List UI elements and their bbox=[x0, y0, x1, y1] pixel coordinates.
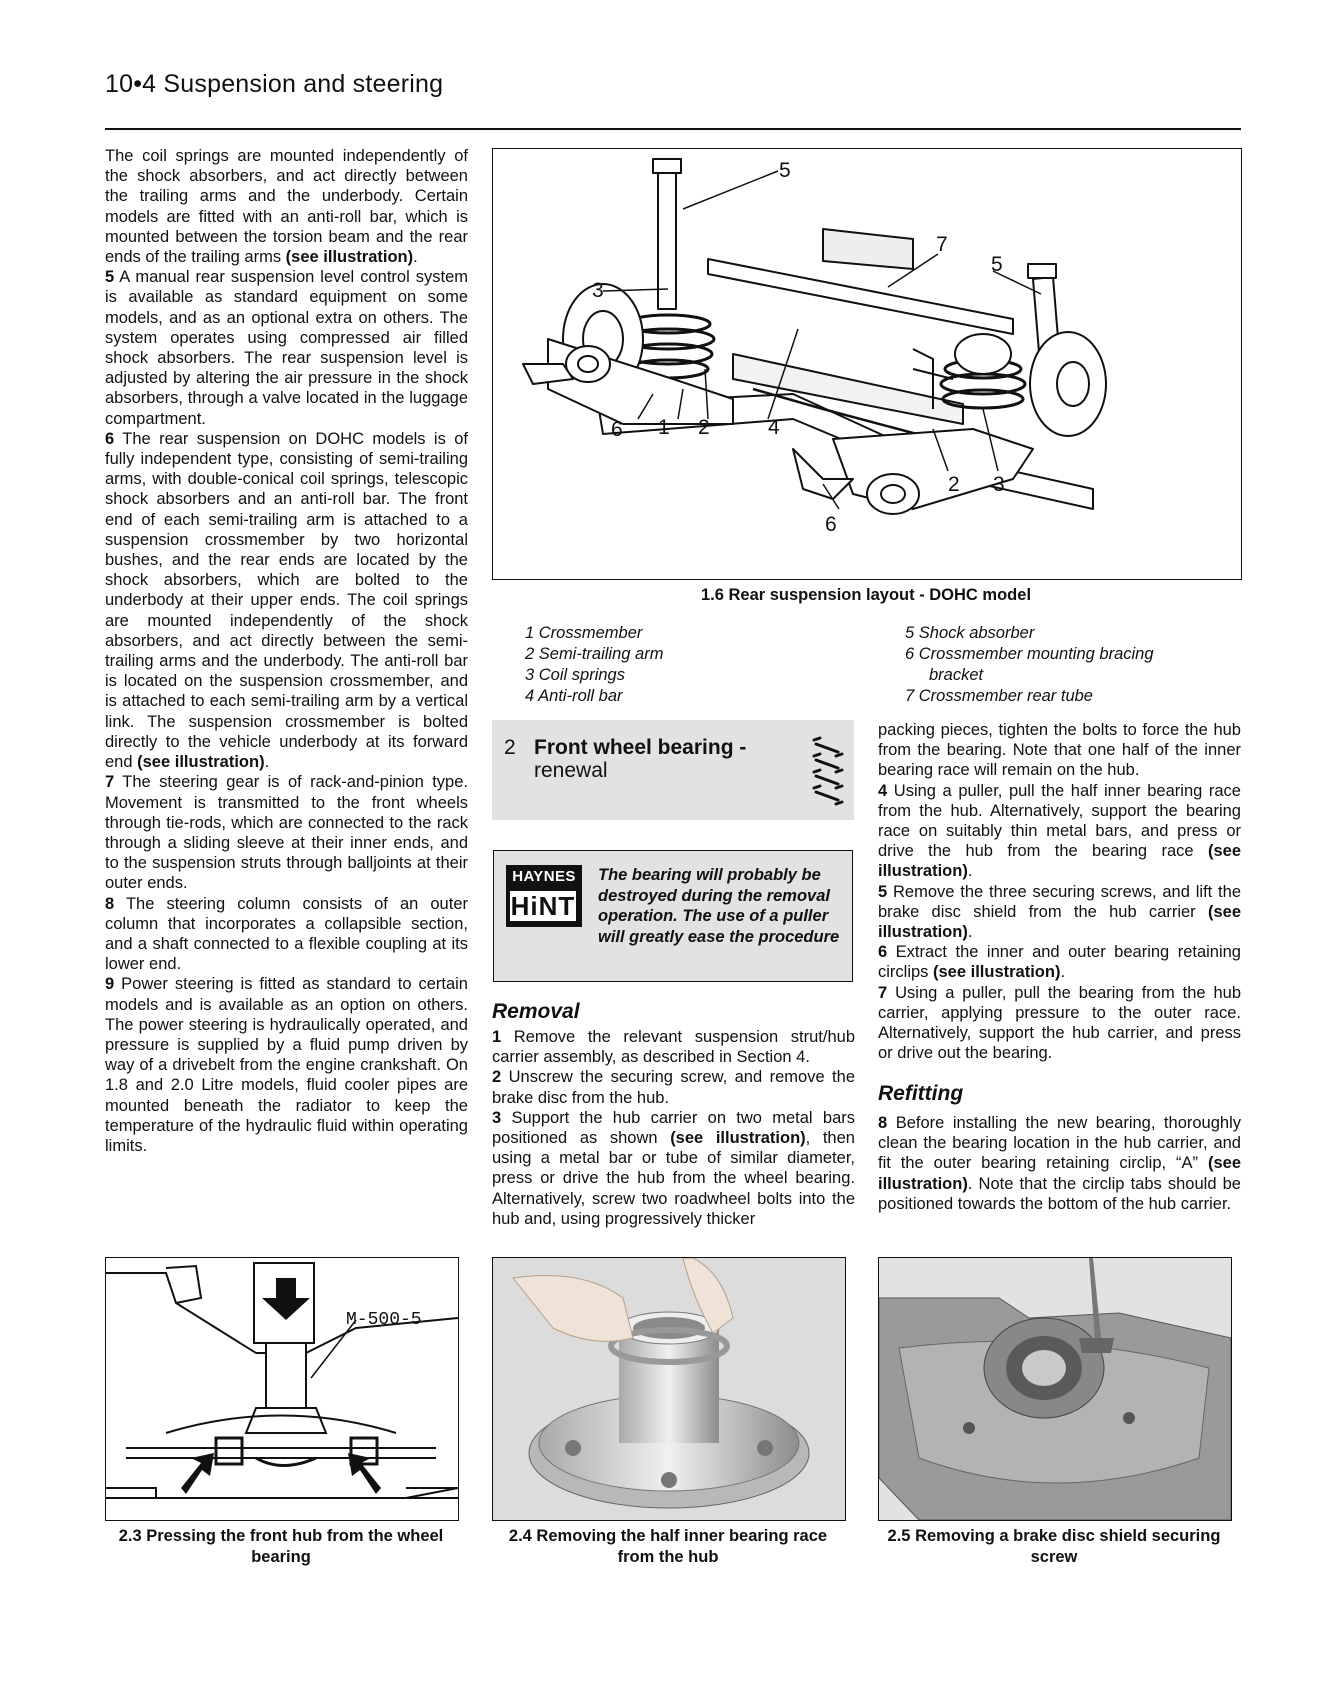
figure-2-3-caption: 2.3 Pressing the front hub from the wheel bearing bbox=[118, 1527, 444, 1566]
paragraph-tail: . bbox=[967, 862, 973, 881]
legend-item: 7 Crossmember rear tube bbox=[905, 687, 1093, 705]
callout-4: 4 bbox=[768, 416, 780, 439]
legend-item: 2 Semi-trailing arm bbox=[525, 645, 664, 663]
section-number: 2 bbox=[504, 736, 516, 759]
haynes-hint-box bbox=[493, 850, 853, 982]
paragraph-text: Using a puller, pull the bearing from the hub carrier, applying pressure to the outer race. Alternatively, support the hub carrier, and press or drive out the bearing. bbox=[878, 983, 1241, 1063]
step-number: 7 bbox=[878, 983, 888, 1002]
paragraph-text: The coil springs are mounted independently of the shock absorbers, and act directly between the trailing arms and the underbody. Certain models are fitted with an anti-roll bar, which is mounted between the torsion beam and the rear ends of the trailing arms bbox=[105, 147, 468, 267]
paragraph-text: Before installing the new bearing, thoroughly clean the bearing location in the hub carrier, and fit the outer bearing retaining circlip, “A” bbox=[878, 1114, 1241, 1173]
callout-5-right: 5 bbox=[991, 253, 1003, 276]
callout-2-right: 2 bbox=[948, 473, 960, 496]
spanner-rating-icon bbox=[810, 732, 844, 812]
legend-item: bracket bbox=[929, 666, 984, 684]
paragraph-text: A manual rear suspension level control system is available as standard equipment on some models, and as an optional extra on others. The system operates using compressed air filled shock absorbers. The rear suspension level is adjusted by altering the air pressure in the shock absorbers, through a valve located in the luggage compartment. bbox=[105, 268, 468, 428]
legend-item: 5 Shock absorber bbox=[905, 624, 1035, 642]
figure-1-6-caption: 1.6 Rear suspension layout - DOHC model bbox=[700, 586, 1032, 604]
step-number: 7 bbox=[105, 773, 115, 792]
see-illustration-ref: (see illustration) bbox=[670, 1129, 806, 1148]
removal-steps bbox=[492, 1027, 855, 1229]
tool-label: M-500-5 bbox=[346, 1310, 422, 1330]
callout-1: 1 bbox=[658, 416, 670, 439]
step-number: 6 bbox=[105, 429, 115, 448]
see-illustration-ref: (see illustration) bbox=[878, 1154, 1241, 1193]
step-number: 2 bbox=[492, 1068, 502, 1087]
legend-item: 4 Anti-roll bar bbox=[525, 687, 623, 705]
step-number: 4 bbox=[878, 781, 888, 800]
paragraph bbox=[878, 1113, 1241, 1214]
section-title bbox=[504, 736, 794, 782]
figure-legend-right bbox=[905, 623, 1154, 707]
figure-2-5-photo bbox=[878, 1257, 1232, 1521]
paragraph bbox=[105, 267, 468, 429]
paragraph-text: The steering column consists of an outer column that incorporates a collapsible section, and a shaft connected to a flexible coupling at its lower end. bbox=[105, 894, 468, 974]
figure-legend-left bbox=[525, 623, 663, 707]
see-illustration-ref: (see illustration) bbox=[878, 842, 1241, 881]
section-subtitle: renewal bbox=[534, 759, 608, 782]
legend-item: 1 Crossmember bbox=[525, 624, 643, 642]
paragraph bbox=[492, 1067, 855, 1107]
paragraph-tail: . bbox=[1060, 963, 1066, 982]
see-illustration-ref: (see illustration) bbox=[285, 248, 414, 267]
paragraph bbox=[492, 1108, 855, 1229]
step-number: 6 bbox=[878, 943, 888, 962]
hint-logo-top: HAYNES bbox=[512, 868, 576, 885]
paragraph bbox=[878, 942, 1241, 982]
paragraph-tail: . bbox=[264, 753, 270, 772]
paragraph-tail: . bbox=[413, 248, 418, 267]
paragraph-tail: . bbox=[967, 923, 973, 942]
callout-5-left: 5 bbox=[779, 159, 791, 182]
figure-2-4-caption: 2.4 Removing the half inner bearing race from the hub bbox=[508, 1527, 828, 1566]
rear-suspension-diagram bbox=[493, 149, 1241, 579]
arrow-up-right-icon bbox=[181, 1453, 214, 1494]
refitting-steps bbox=[878, 1113, 1241, 1214]
paragraph-tail: . Note that the circlip tabs should be positioned towards the bottom of the hub carrier. bbox=[878, 1174, 1241, 1213]
see-illustration-ref: (see illustration) bbox=[878, 902, 1241, 942]
hub-bearing-race-photo bbox=[493, 1258, 845, 1520]
step-number: 9 bbox=[105, 975, 115, 994]
paragraph-text: Extract the inner and outer bearing retaining circlips bbox=[878, 943, 1241, 982]
paragraph-text: Power steering is fitted as standard to certain models and is available as an option on others. The power steering is hydraulically operated, and pressure is supplied by a fluid pump driven by way of a drivebelt from the engine crankshaft. On 1.8 and 2.0 Litre models, fluid cooler pipes are mounted beneath the radiator to keep the temperature of the hydraulic fluid within operating limits. bbox=[105, 975, 468, 1155]
callout-3-left: 3 bbox=[592, 279, 604, 302]
step-number: 8 bbox=[105, 894, 115, 913]
callout-2-left: 2 bbox=[698, 416, 710, 439]
figure-1-6-rear-suspension bbox=[492, 148, 1242, 580]
column-1-text bbox=[105, 146, 468, 1156]
callout-6-right: 6 bbox=[825, 513, 837, 536]
section-title-text: Front wheel bearing - bbox=[534, 736, 747, 759]
paragraph-text: Remove the relevant suspension strut/hub carrier assembly, as described in Section 4. bbox=[492, 1028, 855, 1067]
legend-item: 3 Coil springs bbox=[525, 666, 625, 684]
paragraph bbox=[105, 772, 468, 893]
paragraph-text: Unscrew the securing screw, and remove the brake disc from the hub. bbox=[492, 1068, 855, 1107]
callout-6-left: 6 bbox=[611, 418, 623, 441]
hint-text: The bearing will probably be destroyed during the removal operation. The use of a puller will greatly ease the procedure bbox=[598, 866, 840, 946]
section-heading-box bbox=[492, 720, 854, 820]
paragraph bbox=[105, 429, 468, 772]
step-number: 5 bbox=[878, 882, 888, 901]
header-rule bbox=[105, 128, 1241, 130]
step-number: 8 bbox=[878, 1114, 888, 1132]
removal-heading: Removal bbox=[492, 1000, 580, 1023]
page-header: 10•4 Suspension and steering bbox=[105, 70, 444, 98]
figure-2-5-caption: 2.5 Removing a brake disc shield securing screw bbox=[887, 1527, 1221, 1566]
paragraph bbox=[878, 720, 1241, 781]
step-number: 5 bbox=[105, 268, 115, 287]
figure-2-3-hub-press bbox=[105, 1257, 459, 1521]
paragraph bbox=[105, 974, 468, 1156]
step-number: 3 bbox=[492, 1108, 502, 1127]
paragraph bbox=[105, 146, 468, 267]
legend-item: 6 Crossmember mounting bracing bbox=[905, 645, 1154, 663]
callout-7: 7 bbox=[936, 233, 948, 256]
paragraph bbox=[878, 983, 1241, 1064]
paragraph bbox=[878, 781, 1241, 882]
paragraph-text: Remove the three securing screws, and lift the brake disc shield from the hub carrier bbox=[878, 882, 1241, 921]
brake-shield-photo bbox=[879, 1258, 1231, 1520]
callout-3-right: 3 bbox=[993, 473, 1005, 496]
paragraph-text: Support the hub carrier on two metal bars positioned as shown bbox=[492, 1108, 855, 1148]
paragraph-tail: , then using a metal bar or tube of similar diameter, press or drive the hub from the wheel bearing. Alternatively, screw two roadwheel bolts into the hub and, using progressively thicker bbox=[492, 1129, 855, 1228]
paragraph-text: Using a puller, pull the half inner bearing race from the hub. Alternatively, support the bearing race on suitably thin metal bars, and press or drive the hub from the bearing race bbox=[878, 781, 1241, 861]
paragraph bbox=[878, 882, 1241, 943]
see-illustration-ref: (see illustration) bbox=[137, 753, 265, 772]
paragraph bbox=[492, 1027, 855, 1067]
hub-press-drawing bbox=[106, 1258, 458, 1520]
paragraph-text: packing pieces, tighten the bolts to force the hub from the bearing. Note that one half of the inner bearing race will remain on the hub. bbox=[878, 721, 1241, 780]
refitting-heading: Refitting bbox=[878, 1082, 964, 1105]
paragraph-text: The steering gear is of rack-and-pinion type. Movement is transmitted to the front wheels through tie-rods, which are connected to the rack through a sliding sleeve at their inner ends, and to the suspension struts through balljoints at their outer ends. bbox=[105, 773, 468, 893]
column-3-text bbox=[878, 720, 1241, 1063]
see-illustration-ref: (see illustration) bbox=[933, 963, 1061, 982]
step-number: 1 bbox=[492, 1028, 502, 1046]
paragraph-text: The rear suspension on DOHC models is of fully independent type, consisting of semi-trailing arms, with double-conical coil springs, telescopic shock absorbers and an anti-roll bar. The front end of each semi-trailing arm is attached to a suspension crossmember by two horizontal bushes, and the rear ends are located by the shock absorbers, which are bolted to the underbody at their upper ends. The coil springs are mounted independently of the shock absorbers, and act directly between the semi-trailing arms and the underbody. The anti-roll bar is located on the suspension crossmember, and is attached to each semi-trailing arm by a vertical link. The suspension crossmember is bolted directly to the vehicle underbody at its forward end bbox=[105, 429, 468, 772]
figure-2-4-photo bbox=[492, 1257, 846, 1521]
hint-logo-bottom: HiNT bbox=[510, 891, 576, 921]
paragraph bbox=[105, 894, 468, 975]
